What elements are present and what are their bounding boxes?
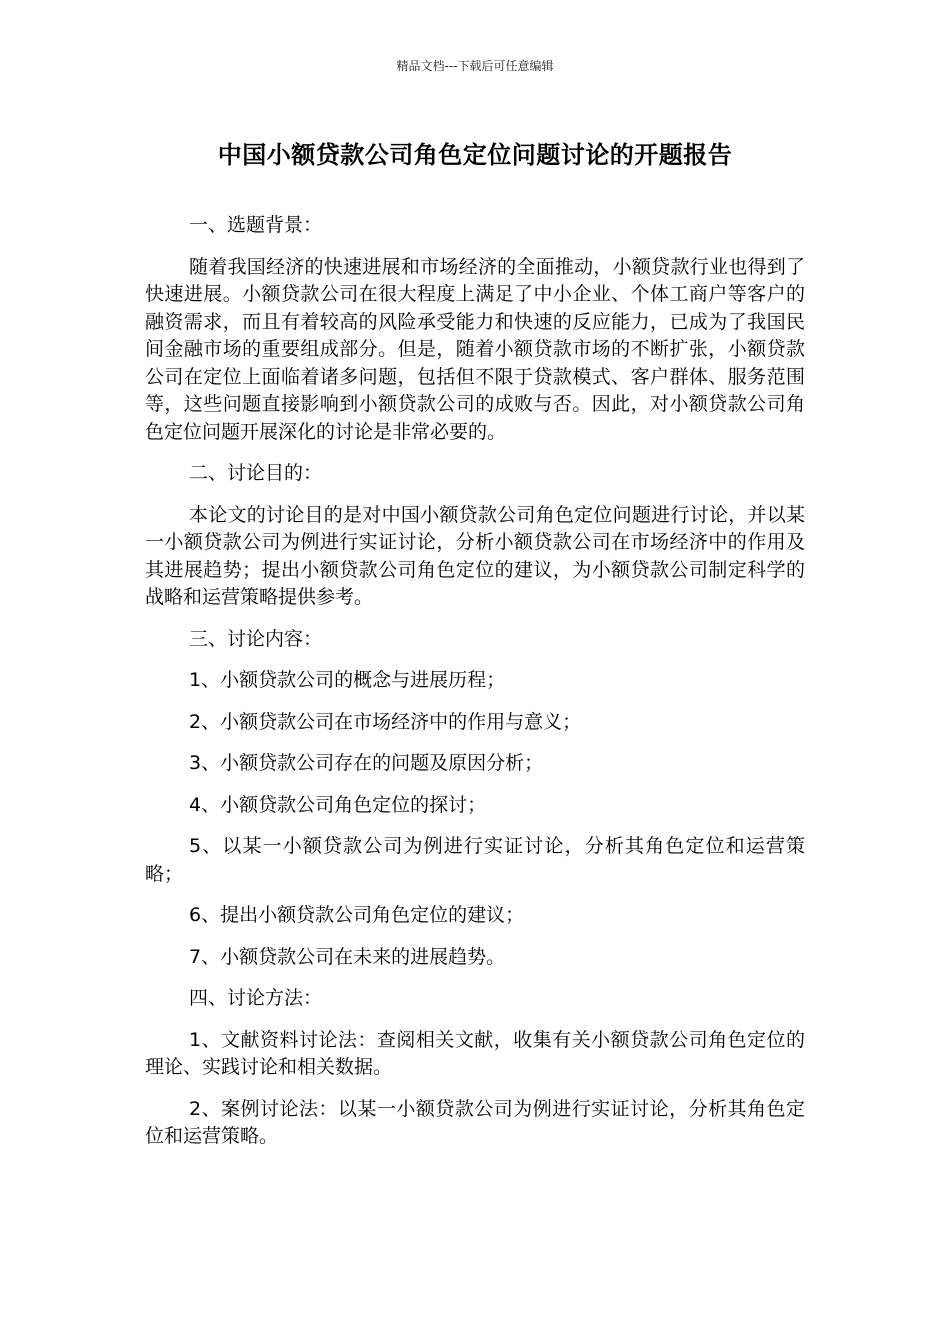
section-heading-purpose: 二、讨论目的：: [189, 462, 323, 484]
content-item-7: 7、小额贷款公司在未来的进展趋势。: [189, 945, 506, 968]
method-item-2: 2、案例讨论法：以某一小额贷款公司为例进行实证讨论，分析其角色定位和运营策略。: [145, 1097, 805, 1147]
content-item-5: 5、以某一小额贷款公司为例进行实证讨论，分析其角色定位和运营策略；: [145, 835, 805, 885]
page-header: 精品文档---下载后可任意编辑: [396, 59, 554, 73]
paragraph-purpose: 本论文的讨论目的是对中国小额贷款公司角色定位问题进行讨论，并以某一小额贷款公司为例进行实证讨论，分析小额贷款公司在市场经济中的作用及其进展趋势；提出小额贷款公司角色定位的建议，为小额贷款公司制定科学的战略和运营策略提供参考。: [145, 503, 805, 608]
content-item-2: 2、小额贷款公司在市场经济中的作用与意义；: [189, 710, 582, 733]
section-heading-methods: 四、讨论方法：: [189, 987, 323, 1009]
document-body: [145, 212, 805, 1165]
paragraph-background: 随着我国经济的快速进展和市场经济的全面推动，小额贷款行业也得到了快速进展。小额贷款公司在很大程度上满足了中小企业、个体工商户等客户的融资需求，而且有着较高的风险承受能力和快速的反应能力，已成为了我国民间金融市场的重要组成部分。但是，随着小额贷款市场的不断扩张，小额贷款公司在定位上面临着诸多问题，包括但不限于贷款模式、客户群体、服务范围等，这些问题直接影响到小额贷款公司的成败与否。因此，对小额贷款公司角色定位问题开展深化的讨论是非常必要的。: [145, 255, 805, 443]
content-item-3: 3、小额贷款公司存在的问题及原因分析；: [189, 752, 544, 774]
content-item-4: 4、小额贷款公司角色定位的探讨；: [189, 793, 487, 816]
content-item-6: 6、提出小额贷款公司角色定位的建议；: [189, 904, 525, 926]
content-item-1: 1、小额贷款公司的概念与进展历程；: [189, 669, 506, 691]
method-item-1: 1、文献资料讨论法：查阅相关文献，收集有关小额贷款公司角色定位的理论、实践讨论和相关数据。: [145, 1028, 805, 1078]
document-title: 中国小额贷款公司角色定位问题讨论的开题报告: [217, 141, 733, 169]
section-heading-background: 一、选题背景：: [189, 214, 323, 236]
section-heading-content: 三、讨论内容：: [189, 627, 323, 650]
